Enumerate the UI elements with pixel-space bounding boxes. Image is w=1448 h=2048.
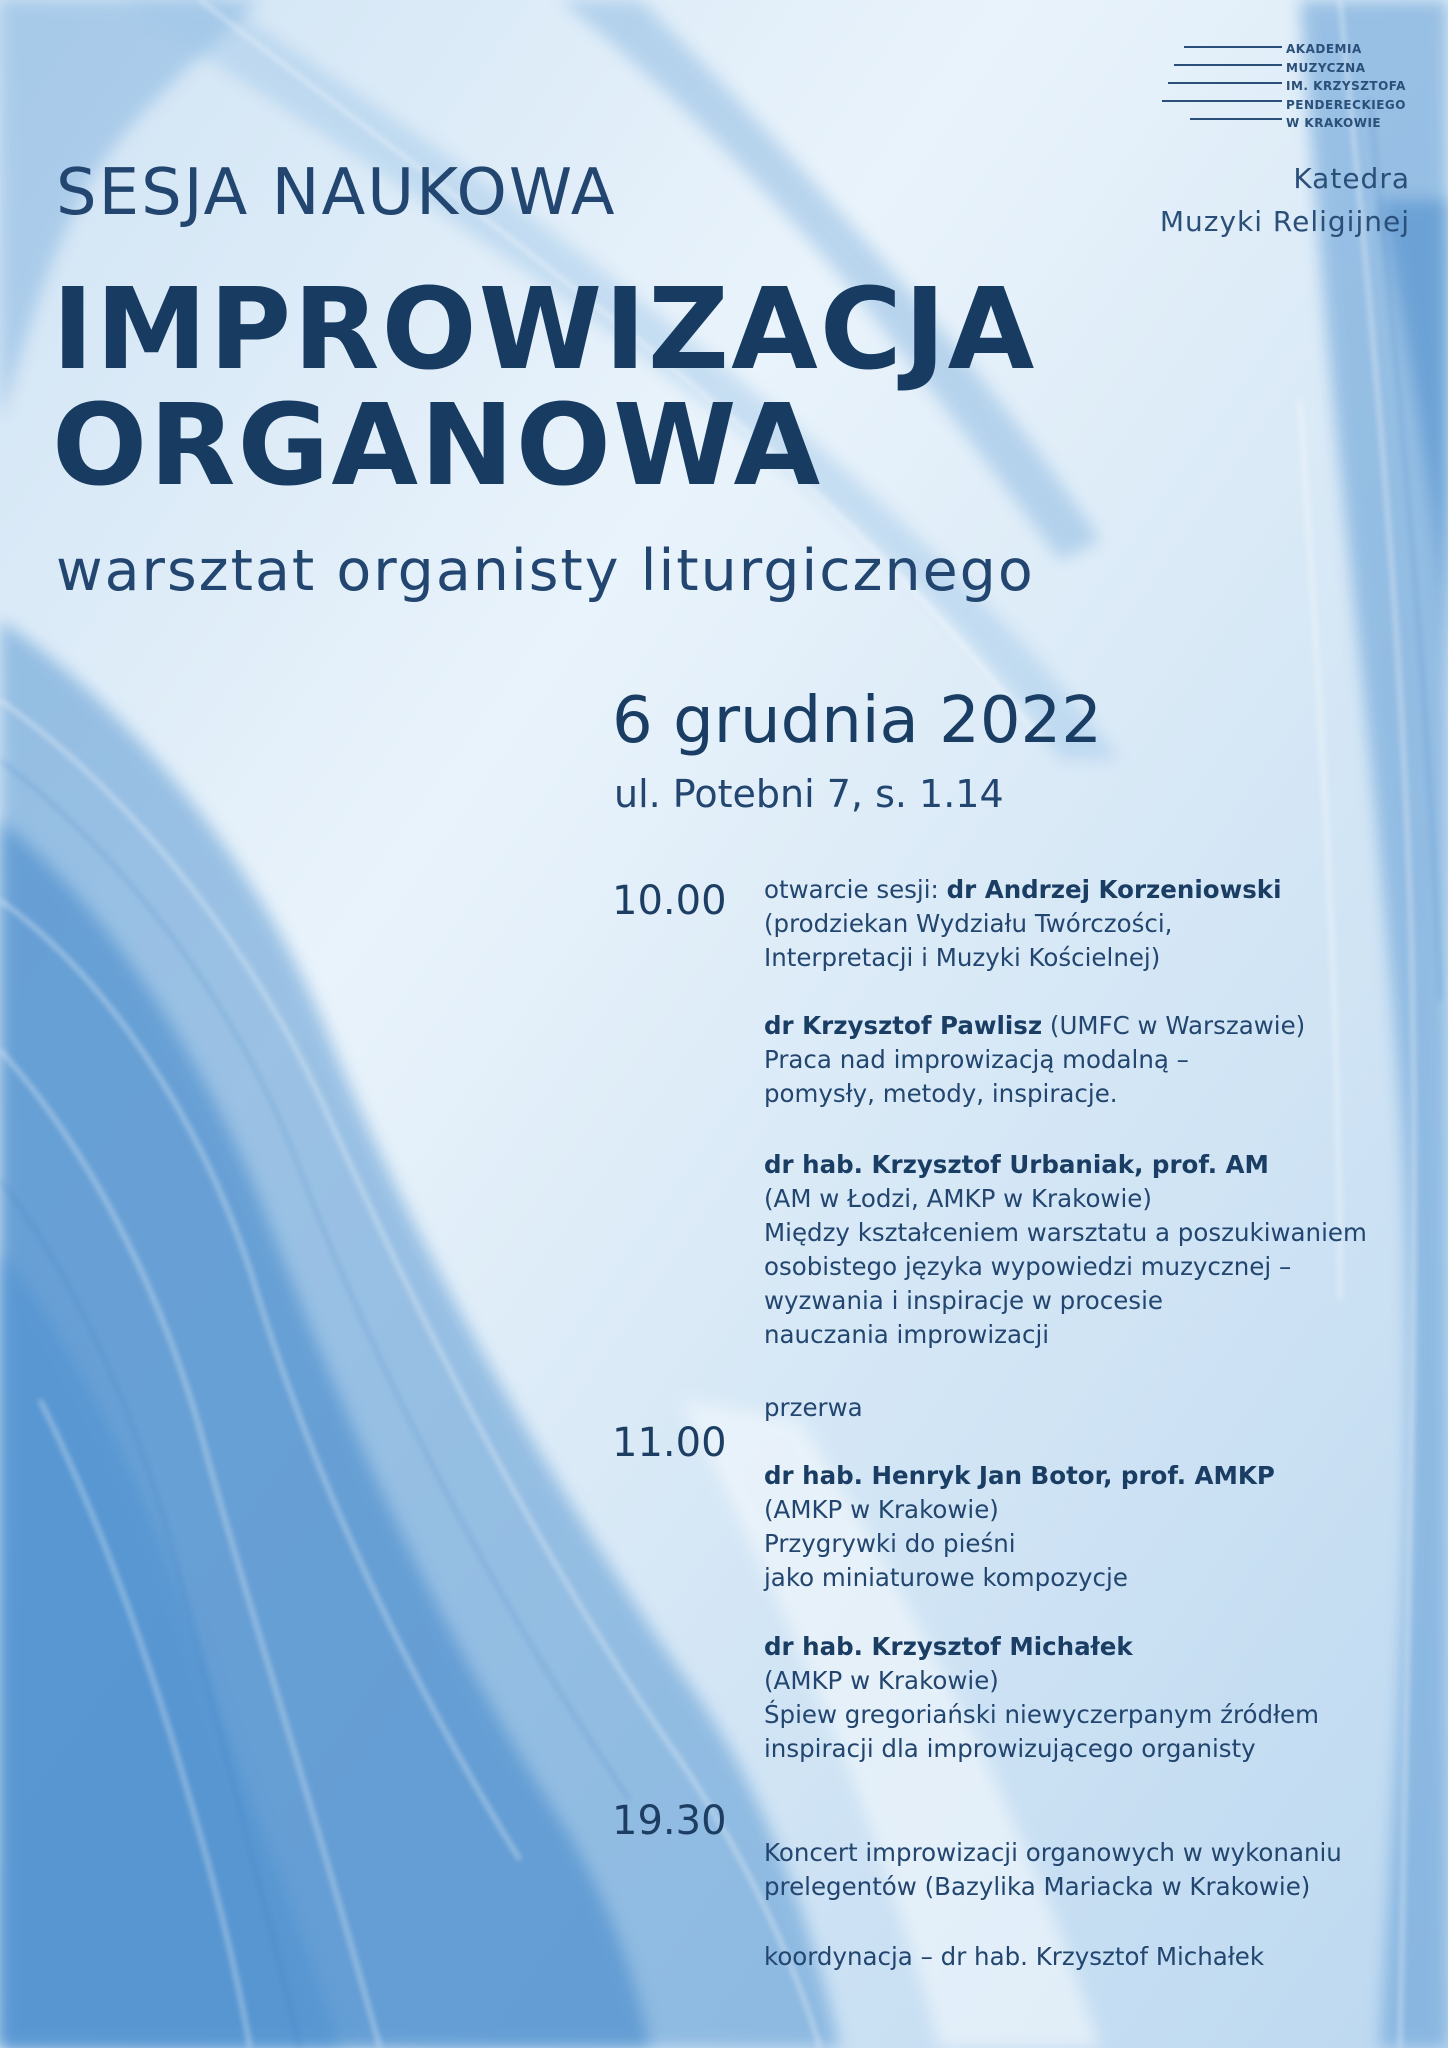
event-place: ul. Potebni 7, s. 1.14 xyxy=(614,772,1004,816)
talk-line: (AM w Łodzi, AMKP w Krakowie) xyxy=(764,1184,1152,1213)
department-name xyxy=(1160,157,1410,243)
department-line: Katedra xyxy=(1293,162,1410,195)
talk-affiliation: (UMFC w Warszawie) xyxy=(1042,1011,1306,1040)
talk-line: Śpiew gregoriański niewyczerpanym źródłem xyxy=(764,1700,1319,1729)
schedule-concert xyxy=(764,1836,1342,1904)
time-slot: 11.00 xyxy=(612,1420,727,1466)
talk-line: nauczania improwizacji xyxy=(764,1320,1050,1349)
time-slot: 10.00 xyxy=(612,878,727,924)
opening-line: (prodziekan Wydziału Twórczości, xyxy=(764,909,1173,938)
title-line-2: ORGANOWA xyxy=(52,381,823,511)
talk-line: inspiracji dla improwizującego organisty xyxy=(764,1734,1256,1763)
concert-line: prelegentów (Bazylika Mariacka w Krakowie) xyxy=(764,1872,1311,1901)
schedule-talk-2 xyxy=(764,1148,1367,1352)
talk-line: Między kształceniem warsztatu a poszukiwaniem xyxy=(764,1218,1367,1247)
department-line: Muzyki Religijnej xyxy=(1159,205,1410,238)
opening-line: Interpretacji i Muzyki Kościelnej) xyxy=(764,943,1161,972)
talk-line: wyzwania i inspiracje w procesie xyxy=(764,1286,1163,1315)
logo-line: AKADEMIA xyxy=(1286,42,1362,56)
talk-speaker: dr hab. Krzysztof Urbaniak, prof. AM xyxy=(764,1150,1269,1179)
session-kicker: SESJA NAUKOWA xyxy=(56,156,617,230)
schedule-talk-3 xyxy=(764,1459,1275,1595)
talk-line: jako miniaturowe kompozycje xyxy=(764,1563,1128,1592)
opening-speaker: dr Andrzej Korzeniowski xyxy=(946,875,1282,904)
academy-logo-text xyxy=(1286,40,1406,133)
talk-line: (AMKP w Krakowie) xyxy=(764,1495,999,1524)
time-slot: 19.30 xyxy=(612,1798,727,1844)
page-title xyxy=(52,265,1037,511)
talk-line: pomysły, metody, inspiracje. xyxy=(764,1079,1118,1108)
coordination-note: koordynacja – dr hab. Krzysztof Michałek xyxy=(764,1942,1265,1971)
talk-speaker: dr hab. Krzysztof Michałek xyxy=(764,1632,1133,1661)
talk-line: osobistego języka wypowiedzi muzycznej – xyxy=(764,1252,1292,1281)
logo-line: MUZYCZNA xyxy=(1286,60,1366,75)
page-subtitle: warsztat organisty liturgicznego xyxy=(56,538,1035,604)
event-date: 6 grudnia 2022 xyxy=(612,684,1102,758)
opening-prefix: otwarcie sesji: xyxy=(764,875,947,904)
schedule-break: przerwa xyxy=(764,1393,863,1422)
talk-speaker: dr Krzysztof Pawlisz xyxy=(764,1011,1043,1040)
logo-line: IM. KRZYSZTOFA xyxy=(1286,79,1406,94)
talk-line: Przygrywki do pieśni xyxy=(764,1529,1016,1558)
talk-line: (AMKP w Krakowie) xyxy=(764,1666,999,1695)
title-line-1: IMPROWIZACJA xyxy=(52,265,1037,395)
schedule-opening xyxy=(764,873,1281,975)
logo-line: PENDERECKIEGO xyxy=(1286,97,1406,112)
schedule-talk-1 xyxy=(764,1009,1305,1111)
logo-line: W KRAKOWIE xyxy=(1286,116,1382,131)
academy-logo-lines xyxy=(1162,43,1282,127)
concert-line: Koncert improwizacji organowych w wykonaniu xyxy=(764,1838,1342,1867)
talk-speaker: dr hab. Henryk Jan Botor, prof. AMKP xyxy=(764,1461,1275,1490)
schedule-talk-4 xyxy=(764,1630,1319,1766)
talk-line: Praca nad improwizacją modalną – xyxy=(764,1045,1189,1074)
